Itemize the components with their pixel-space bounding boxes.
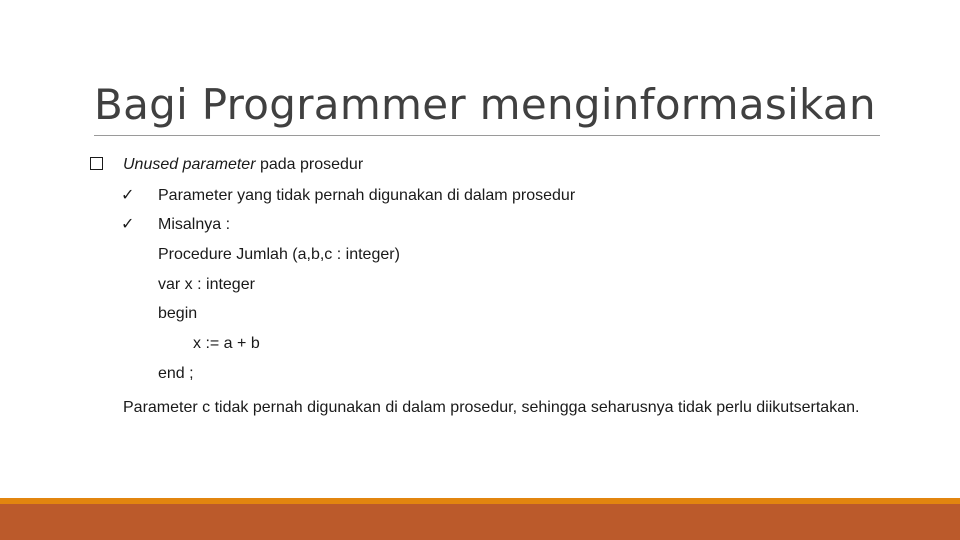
conclusion-paragraph: Parameter c tidak pernah digunakan di dalam prosedur, sehingga seharusnya tidak perlu diikutsertakan.	[123, 399, 860, 416]
checkmark-icon: ✓	[121, 216, 135, 233]
code-line-assign: x := a + b	[193, 335, 260, 352]
square-bullet-icon	[90, 157, 103, 170]
code-line-procedure: Procedure Jumlah (a,b,c : integer)	[158, 246, 400, 263]
main-bullet-text	[123, 155, 363, 175]
checkmark-icon: ✓	[121, 187, 135, 204]
code-line-begin: begin	[158, 305, 198, 322]
slide-title: Bagi Programmer menginformasikan	[94, 80, 876, 129]
code-line-var: var x : integer	[158, 276, 255, 293]
title-divider	[94, 135, 880, 136]
subpoint-2: Misalnya :	[158, 216, 231, 233]
subpoint-1: Parameter yang tidak pernah digunakan di dalam prosedur	[158, 187, 576, 204]
main-bullet-rest: pada prosedur	[255, 156, 364, 173]
footer-band	[0, 504, 960, 540]
main-bullet-italic: Unused parameter	[123, 156, 256, 173]
code-line-end: end ;	[158, 365, 194, 382]
